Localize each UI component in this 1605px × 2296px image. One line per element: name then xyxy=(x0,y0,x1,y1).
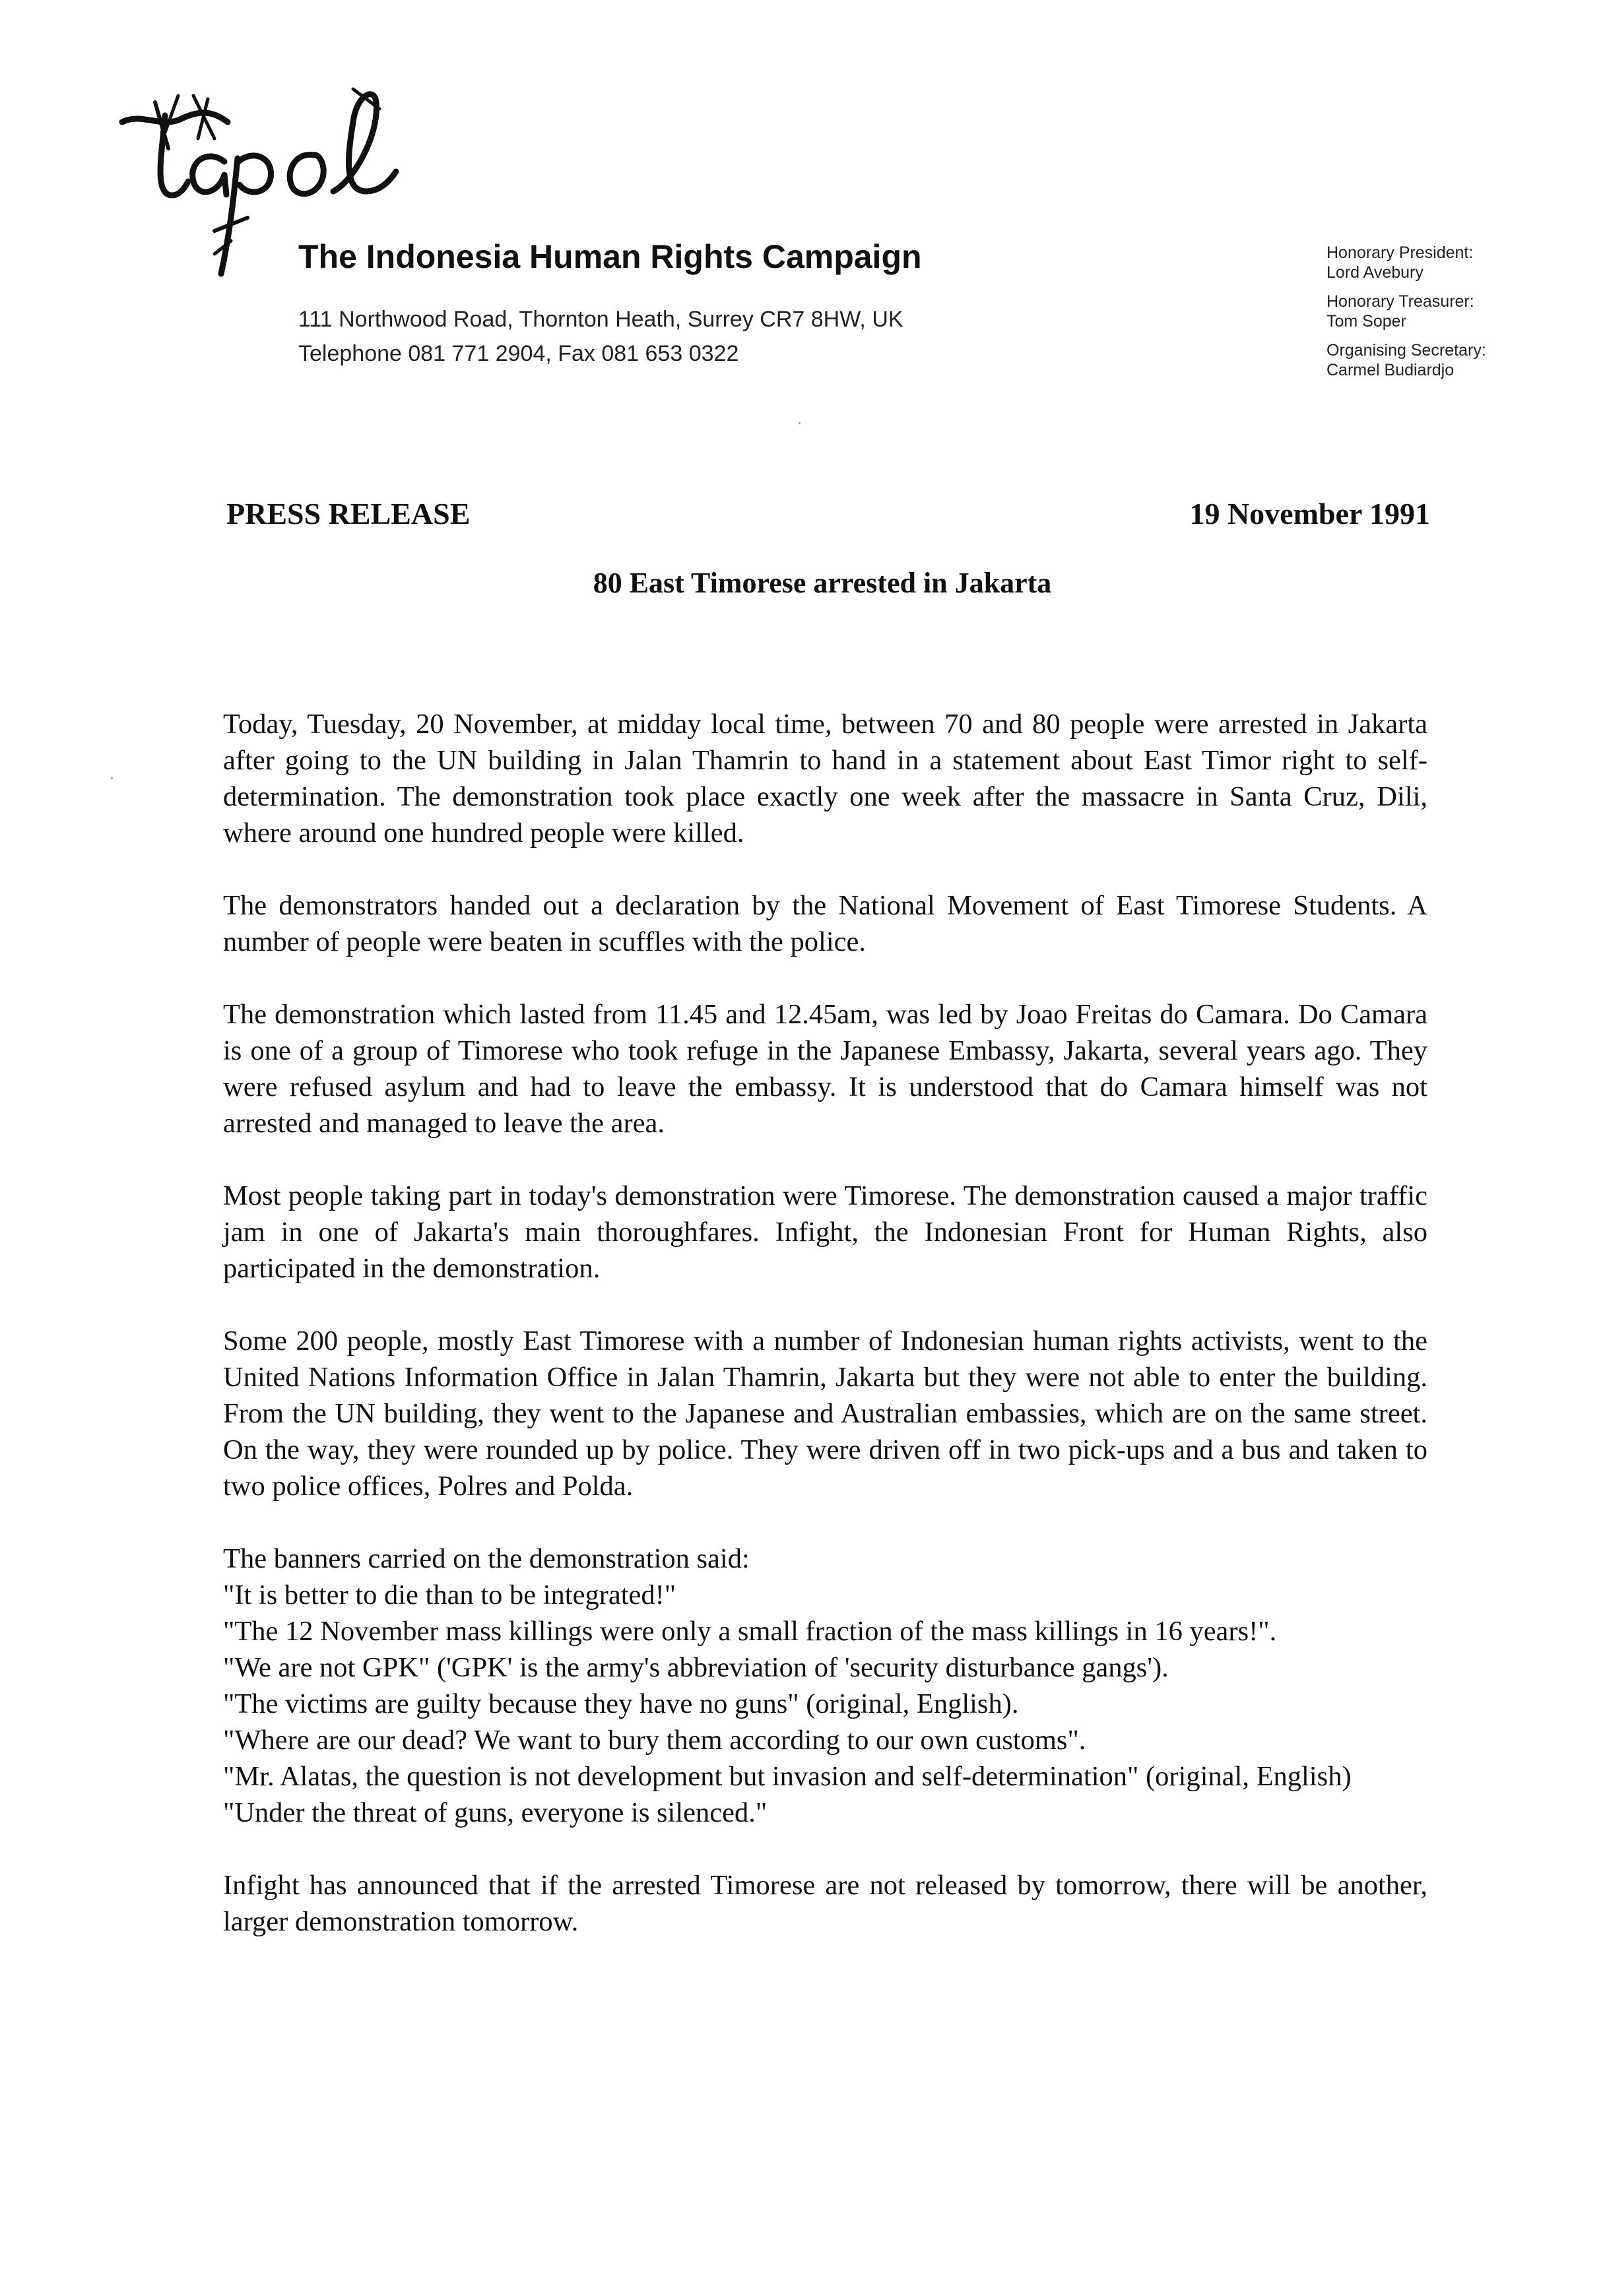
banners-list xyxy=(223,1541,1427,1831)
banner-quote: "Mr. Alatas, the question is not development but invasion and self-determination" (original, English) xyxy=(223,1761,1352,1792)
banner-quote: "Where are our dead? We want to bury them according to our own customs". xyxy=(223,1725,1086,1756)
banner-quote: "We are not GPK" ('GPK' is the army's abbreviation of 'security disturbance gangs'). xyxy=(223,1652,1169,1683)
banner-quote: "The 12 November mass killings were only a small fraction of the mass killings in 16 years!". xyxy=(223,1616,1277,1647)
organization-phone-fax: Telephone 081 771 2904, Fax 081 653 0322 xyxy=(298,341,739,366)
officer-name: Carmel Budiardjo xyxy=(1327,361,1455,379)
banner-quote: "The victims are guilty because they have no guns" (original, English). xyxy=(223,1688,1019,1719)
paragraph: The demonstration which lasted from 11.45 and 12.45am, was led by Joao Freitas do Camara. Do Camara is one of a group of Timorese who took refuge in the Japanese Embassy, Jakarta, several years ago. They were refused asylum and had to leave the embassy. It is understood that do Camara himself was not arrested and managed to leave the area. xyxy=(223,999,1427,1139)
organization-address: 111 Northwood Road, Thornton Heath, Surrey CR7 8HW, UK xyxy=(298,307,903,332)
paragraph: Some 200 people, mostly East Timorese with a number of Indonesian human rights activists, went to the United Nations Information Office in Jalan Thamrin, Jakarta but they were not able to enter the building. From the UN building, they went to the Japanese and Australian embassies, which are on the same street. On the way, they were rounded up by police. They were driven off in two pick-ups and a bus and taken to two police offices, Polres and Polda. xyxy=(223,1325,1427,1502)
paragraph: Infight has announced that if the arrested Timorese are not released by tomorrow, there will be another, larger demonstration tomorrow. xyxy=(223,1870,1427,1937)
officer-title: Honorary Treasurer: xyxy=(1327,292,1474,311)
headline: 80 East Timorese arrested in Jakarta xyxy=(593,567,1052,599)
scan-speck xyxy=(799,422,801,424)
banner-quote: "Under the threat of guns, everyone is silenced." xyxy=(223,1797,768,1828)
officer-president xyxy=(1327,243,1486,282)
paragraph: Today, Tuesday, 20 November, at midday local time, between 70 and 80 people were arrested in Jakarta after going to the UN building in Jalan Thamrin to hand in a statement about East Timor right to self-determination. The demonstration took place exactly one week after the massacre in Santa Cruz, Dili, where around one hundred people were killed. xyxy=(223,709,1427,848)
officer-title: Honorary President: xyxy=(1327,243,1474,262)
banners-intro: The banners carried on the demonstration said: xyxy=(223,1543,750,1574)
paragraph: Most people taking part in today's demonstration were Timorese. The demonstration caused a major traffic jam in one of Jakarta's main thoroughfares. Infight, the Indonesian Front for Human Rights, also participated in the demonstration. xyxy=(223,1180,1427,1284)
paragraph: The demonstrators handed out a declaration by the National Movement of East Timorese Students. A number of people were beaten in scuffles with the police. xyxy=(223,890,1427,957)
officer-name: Tom Soper xyxy=(1327,312,1406,331)
officer-title: Organising Secretary: xyxy=(1327,341,1486,360)
officers-list xyxy=(1327,243,1486,389)
banner-quote: "It is better to die than to be integrated!" xyxy=(223,1579,676,1610)
officer-secretary xyxy=(1327,340,1486,380)
scan-speck xyxy=(111,777,113,779)
release-date: 19 November 1991 xyxy=(1189,497,1430,530)
organization-contact xyxy=(298,302,903,371)
organization-name: The Indonesia Human Rights Campaign xyxy=(298,238,922,275)
officer-name: Lord Avebury xyxy=(1327,263,1424,282)
press-release-label: PRESS RELEASE xyxy=(226,497,471,530)
officer-treasurer xyxy=(1327,292,1486,331)
release-body xyxy=(223,706,1427,1976)
